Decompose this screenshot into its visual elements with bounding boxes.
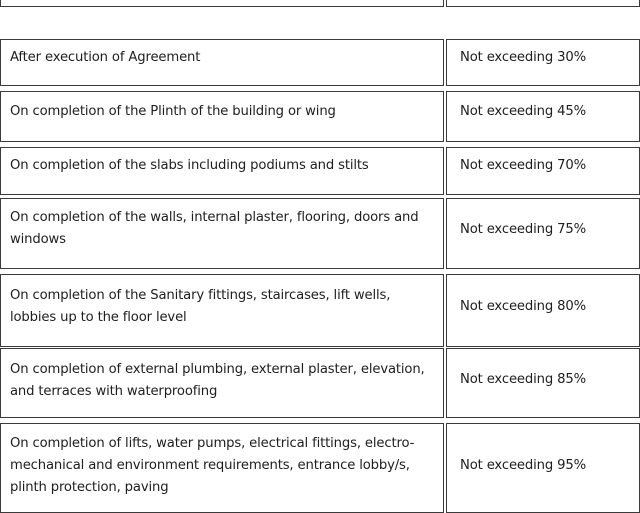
stage-text: On completion of the Plinth of the building or wing <box>10 104 336 119</box>
amount-text: Not exceeding 45% <box>460 104 586 119</box>
amount-cell <box>446 198 640 269</box>
table-row <box>0 39 640 86</box>
stage-text: On completion of the walls, internal plaster, flooring, doors and windows <box>10 210 419 247</box>
stage-cell <box>0 39 444 86</box>
amount-cell <box>446 0 640 7</box>
table-row <box>0 147 640 195</box>
amount-cell <box>446 274 640 347</box>
stage-text: On completion of the Sanitary fittings, staircases, lift wells, lobbies up to the floor level <box>10 288 391 325</box>
stage-text: On completion of the slabs including podiums and stilts <box>10 158 369 173</box>
stage-cell <box>0 423 444 513</box>
table-row <box>0 0 640 7</box>
stage-cell <box>0 348 444 418</box>
amount-cell <box>446 147 640 195</box>
stage-cell <box>0 274 444 347</box>
amount-cell <box>446 91 640 142</box>
stage-text: After execution of Agreement <box>10 50 201 65</box>
table-row <box>0 348 640 418</box>
table-row <box>0 91 640 142</box>
amount-cell <box>446 423 640 513</box>
stage-text: On completion of lifts, water pumps, electrical fittings, electro- mechanical and environment requirements, entrance lobby/s, plinth protection, paving <box>10 436 415 495</box>
amount-text: Not exceeding 70% <box>460 158 586 173</box>
amount-text: Not exceeding 80% <box>460 299 586 314</box>
amount-text: Not exceeding 95% <box>460 458 586 473</box>
stage-text: On completion of external plumbing, external plaster, elevation, and terraces with waterproofing <box>10 362 425 399</box>
stage-cell <box>0 0 444 7</box>
stage-cell <box>0 91 444 142</box>
stage-cell <box>0 198 444 269</box>
amount-text: Not exceeding 30% <box>460 50 586 65</box>
amount-text: Not exceeding 75% <box>460 222 586 237</box>
table-row <box>0 198 640 269</box>
amount-text: Not exceeding 85% <box>460 372 586 387</box>
stage-cell <box>0 147 444 195</box>
amount-cell <box>446 348 640 418</box>
table-row <box>0 274 640 347</box>
table-row <box>0 423 640 513</box>
amount-cell <box>446 39 640 86</box>
